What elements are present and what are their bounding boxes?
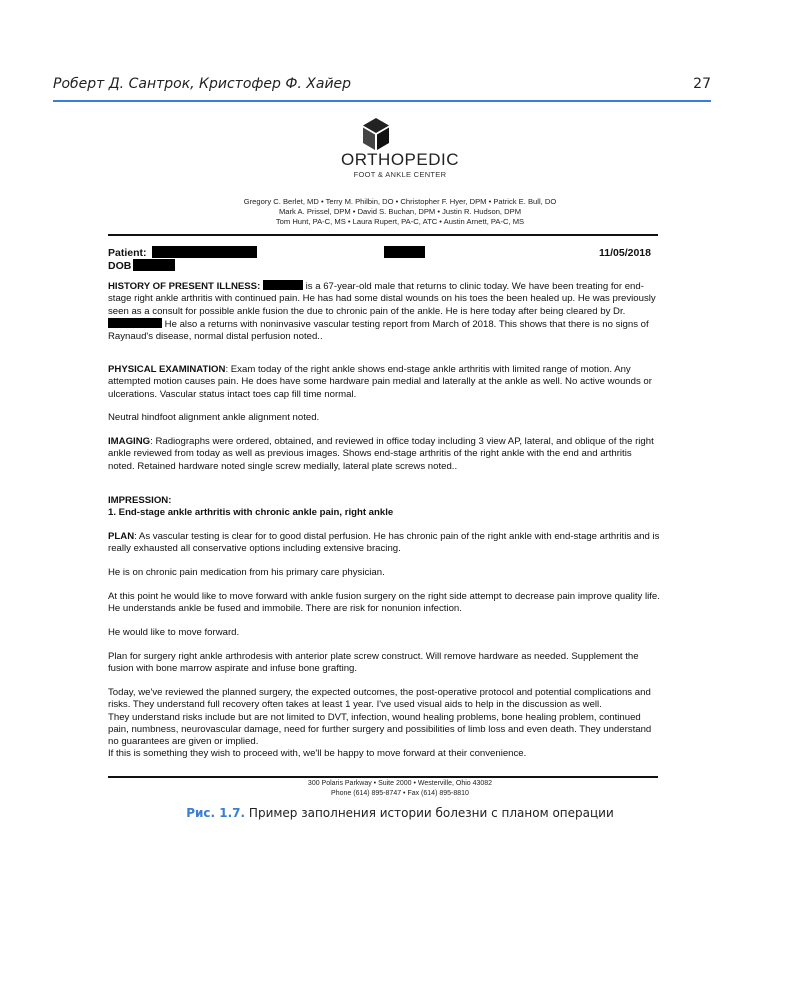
figure-label: Рис. 1.7.	[186, 806, 246, 820]
org-name: ORTHOPEDIC	[340, 150, 460, 169]
section-review	[108, 687, 660, 761]
plan-text: : As vascular testing is clear for to good distal perfusion. He has chronic pain of the right ankle with end-stage arthritis and is really exhausted all conservative options including extensive bracing.	[108, 531, 660, 555]
imaging-text: : Radiographs were ordered, obtained, and reviewed in office today including 3 view AP, lateral, and oblique of the right ankle reviewed from today as well as previous images. Shows end-stage arthritis of the right ankle with the end and arthritis noted. Retained hardware noted single screw medially, lateral plate screws noted..	[108, 436, 654, 472]
section-impression	[108, 495, 660, 520]
imaging-heading: IMAGING	[108, 436, 151, 447]
dob-label: DOB	[108, 260, 132, 272]
review-text: Today, we've reviewed the planned surgery, the expected outcomes, the post-operative protocol and potential complications and risks. They understand full recovery often takes at least 1 year. I've used visual aids to help in the discussion as well.	[108, 687, 651, 711]
org-subtitle: FOOT & ANKLE CENTER	[353, 170, 447, 179]
report-date: 11/05/2018	[599, 247, 651, 259]
footer-address: 300 Polaris Parkway • Suite 2000 • Westerville, Ohio 43082	[307, 780, 493, 787]
section-imaging	[108, 436, 660, 473]
alignment-text: Neutral hindfoot alignment ankle alignment noted.	[108, 412, 320, 423]
redaction-inline	[263, 280, 303, 290]
letter-divider-top	[108, 234, 658, 236]
section-plan	[108, 531, 660, 556]
section-move-forward	[108, 627, 660, 639]
plan-heading: PLAN	[108, 531, 135, 542]
patient-label: Patient:	[108, 247, 147, 259]
hpi-text-continued: He also a returns with noninvasive vascular testing report from March of 2018. This shows that there is no signs of Raynaud's disease, normal distal perfusion noted..	[108, 318, 649, 343]
section-surgery-plan	[108, 651, 660, 676]
pain-med-text: He is on chronic pain medication from his primary care physician.	[108, 567, 385, 578]
redaction-dob	[133, 259, 175, 271]
section-fusion-goal	[108, 591, 660, 616]
footer-phone: Phone (614) 895-8747 • Fax (614) 895-8810	[331, 789, 469, 797]
exam-text: : Exam today of the right ankle shows end-stage ankle arthritis with limited range of motion. Any attempted motion causes pain. He does have some hardware pain medial and laterally at the ankle as well. No active wounds or ulcerations. Vascular status intact toes cap fill time normal.	[108, 364, 652, 400]
staff-list	[0, 197, 800, 227]
letter-divider-bottom	[108, 776, 658, 778]
proceed-text: If this is something they wish to proceed with, we'll be happy to move forward at their convenience.	[108, 748, 527, 760]
move-forward-text: He would like to move forward.	[108, 627, 240, 638]
hpi-heading: HISTORY OF PRESENT ILLNESS:	[108, 281, 261, 292]
section-hpi	[108, 280, 660, 343]
book-page-number: 27	[693, 76, 711, 92]
book-running-header	[53, 76, 711, 102]
exam-heading: PHYSICAL EXAMINATION	[108, 364, 226, 375]
figure-caption	[0, 806, 800, 820]
orthopedic-logo-icon	[361, 117, 391, 151]
surgery-plan-text: Plan for surgery right ankle arthrodesis with anterior plate screw construct. Will remove hardware as needed. Supplement the fusion with bone marrow aspirate and infuse bone grafting.	[108, 651, 639, 675]
section-alignment	[108, 412, 660, 424]
section-pain-med	[108, 567, 660, 579]
staff-line: Tom Hunt, PA-C, MS • Laura Rupert, PA-C, ATC • Austin Arnett, PA-C, MS	[275, 217, 525, 226]
redaction-patient-id	[384, 246, 425, 258]
risks-text: They understand risks include but are not limited to DVT, infection, wound healing problems, bone healing problem, continued pain, numbness, neurovascular damage, need for further surgery and possibilities of limb loss and even death. They understand no guarantees are given or implied.	[108, 711, 652, 748]
section-exam	[108, 364, 660, 401]
letter-footer	[0, 779, 800, 798]
staff-line: Gregory C. Berlet, MD • Terry M. Philbin, DO • Christopher F. Hyer, DPM • Patrick E. Bull, DO	[243, 197, 557, 206]
fusion-goal-text: At this point he would like to move forward with ankle fusion surgery on the right side attempt to decrease pain improve quality life. He understands ankle be fused and immobile. There are risk for nonunion infection.	[108, 591, 660, 615]
impression-item: 1. End-stage ankle arthritis with chronic ankle pain, right ankle	[108, 507, 394, 519]
staff-line: Mark A. Prissel, DPM • David S. Buchan, DPM • Justin R. Hudson, DPM	[278, 207, 522, 216]
caption-text: Пример заполнения истории болезни с планом операции	[248, 806, 614, 820]
redaction-patient-name	[152, 246, 257, 258]
hpi-text: is a 67-year-old male that returns to clinic today. We have been treating for end-stage right ankle arthritis with continued pain. He has had some distal wounds on his toes the been healed up. He was previously seen as a consult for possible ankle fusion the due to chronic pain of the ankle. He is here today after being cleared by Dr.	[108, 281, 656, 317]
impression-heading: IMPRESSION:	[108, 495, 172, 506]
redaction-inline	[108, 318, 162, 328]
book-authors: Роберт Д. Сантрок, Кристофер Ф. Хайер	[53, 76, 352, 92]
